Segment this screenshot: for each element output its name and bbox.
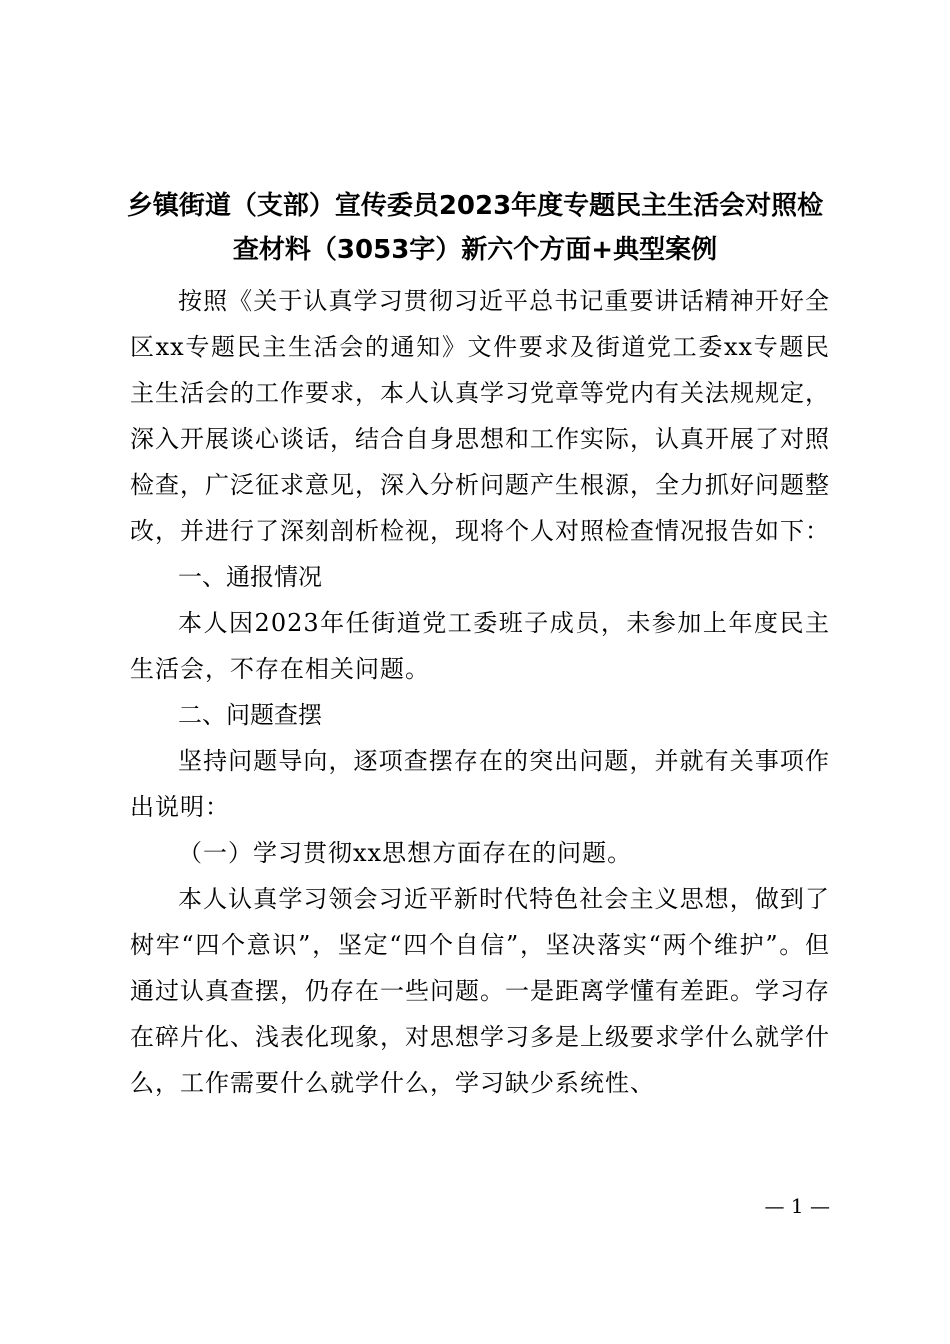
section-2-paragraph: 坚持问题导向，逐项查摆存在的突出问题，并就有关事项作出说明：	[130, 747, 830, 821]
section-1-heading: 一、通报情况	[178, 563, 322, 591]
intro-paragraph: 按照《关于认真学习贯彻习近平总书记重要讲话精神开好全区xx专题民主生活会的通知》文件要求及街道党工委xx专题民主生活会的工作要求，本人认真学习党章等党内有关法规规定，深入开展谈心谈话，结合自身思想和工作实际，认真开展了对照检查，广泛征求意见，深入分析问题产生根源，全力抓好问题整改，并进行了深刻剖析检视，现将个人对照检查情况报告如下：	[130, 287, 830, 545]
section-1-paragraph: 本人因2023年任街道党工委班子成员，未参加上年度民主生活会，不存在相关问题。	[130, 609, 830, 683]
document-body	[130, 278, 830, 1106]
page-number: — 1 —	[764, 1194, 830, 1218]
section-2-heading: 二、问题查摆	[178, 701, 322, 729]
document-title: 乡镇街道（支部）宣传委员2023年度专题民主生活会对照检查材料（3053字）新六个方面+典型案例	[126, 191, 824, 265]
section-2-subheading: （一）学习贯彻xx思想方面存在的问题。	[178, 839, 633, 867]
section-2-detail-paragraph: 本人认真学习领会习近平新时代特色社会主义思想，做到了树牢“四个意识”，坚定“四个自信”，坚决落实“两个维护”。但通过认真查摆，仍存在一些问题。一是距离学懂有差距。学习存在碎片化、浅表化现象，对思想学习多是上级要求学什么就学什么，工作需要什么就学什么，学习缺少系统性、	[130, 885, 830, 1097]
